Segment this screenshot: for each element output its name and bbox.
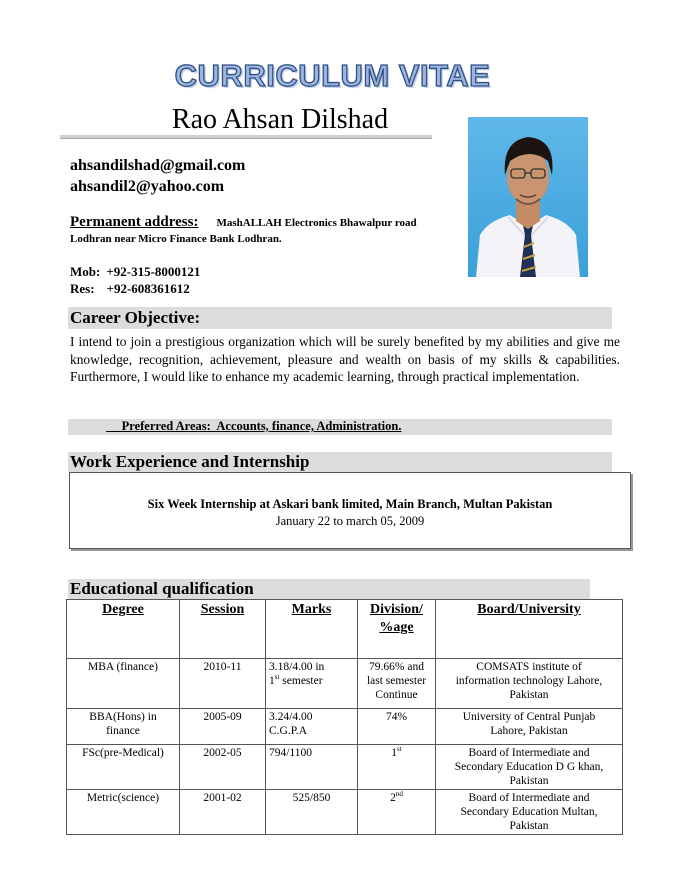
career-objective-heading: Career Objective:: [68, 307, 612, 329]
board-line-3: Pakistan: [509, 820, 549, 832]
header-division-line-2: %age: [379, 620, 414, 635]
session-cell: 2002-05: [180, 745, 266, 790]
board-line-1: University of Central Punjab: [462, 711, 596, 723]
cv-title: CURRICULUM VITAE: [174, 58, 491, 93]
education-table-header: [67, 600, 623, 659]
marks-cell: 525/850: [266, 790, 358, 835]
email-secondary: ahsandil2@yahoo.com: [70, 178, 225, 195]
marks-line-1: 3.24/4.00: [269, 711, 313, 723]
division-line-2: last semester: [366, 675, 427, 687]
header-division-line-1: Division/: [370, 602, 423, 617]
title-underline-rule: [60, 135, 432, 139]
division-cell: [358, 790, 436, 835]
marks-ordinal: 1: [269, 675, 275, 687]
email-primary: ahsandilshad@gmail.com: [70, 157, 246, 174]
candidate-name: Rao Ahsan Dilshad: [171, 104, 389, 135]
internship-title: Six Week Internship at Askari bank limited, Main Branch, Multan Pakistan: [147, 497, 553, 511]
address-line-1: [70, 214, 417, 231]
board-line-2: Lahore, Pakistan: [490, 725, 568, 737]
header-board: Board/University: [436, 600, 623, 659]
board-line-2: Secondary Education D G khan,: [454, 761, 604, 773]
board-line-1: Board of Intermediate and: [468, 747, 590, 759]
header-session: Session: [180, 600, 266, 659]
session-cell: 2001-02: [180, 790, 266, 835]
division-line-3: Continue: [375, 689, 418, 701]
header-marks: Marks: [266, 600, 358, 659]
degree-cell: Metric(science): [67, 790, 180, 835]
table-row: [67, 745, 623, 790]
res-value: +92-608361612: [106, 281, 190, 296]
mobile-value: +92-315-8000121: [106, 264, 201, 279]
division-cell: [358, 745, 436, 790]
board-cell: [436, 709, 623, 745]
degree-line-1: BBA(Hons) in: [89, 711, 157, 723]
board-cell: [436, 745, 623, 790]
marks-line-2: C.G.P.A: [269, 725, 308, 737]
board-line-3: Pakistan: [509, 775, 549, 787]
board-cell: [436, 659, 623, 709]
marks-line-1: 3.18/4.00 in: [269, 661, 325, 673]
education-heading: Educational qualification: [68, 579, 590, 599]
table-row: [67, 659, 623, 709]
division-ordinal: 2: [390, 792, 396, 804]
education-table: [66, 599, 623, 835]
table-row: [67, 790, 623, 835]
degree-cell: [67, 709, 180, 745]
marks-ordinal-suffix: st: [274, 673, 280, 682]
preferred-areas: Preferred Areas: Accounts, finance, Administration.: [106, 419, 402, 433]
board-cell: [436, 790, 623, 835]
session-cell: 2010-11: [180, 659, 266, 709]
degree-cell: MBA (finance): [67, 659, 180, 709]
division-cell: [358, 659, 436, 709]
internship-dates: January 22 to march 05, 2009: [275, 514, 425, 528]
division-ordinal: 1: [391, 747, 398, 759]
address-label: Permanent address:: [70, 214, 199, 230]
session-cell: 2005-09: [180, 709, 266, 745]
division-ordinal-suffix: nd: [395, 790, 403, 799]
board-line-1: Board of Intermediate and: [468, 792, 590, 804]
profile-photo: [468, 117, 588, 277]
portrait-illustration: [468, 117, 588, 277]
degree-line-2: finance: [106, 725, 140, 737]
marks-cell: [266, 709, 358, 745]
board-line-3: Pakistan: [509, 689, 549, 701]
header-degree: Degree: [67, 600, 180, 659]
board-line-1: COMSATS institute of: [476, 661, 582, 673]
address-text-1: MashALLAH Electronics Bhawalpur road: [216, 217, 417, 229]
header-division: [358, 600, 436, 659]
board-line-2: Secondary Education Multan,: [460, 806, 598, 818]
marks-cell: 794/1100: [266, 745, 358, 790]
table-row: [67, 709, 623, 745]
division-ordinal-suffix: st: [397, 745, 402, 754]
mobile-line: [70, 264, 200, 280]
marks-line-2: semester: [279, 675, 323, 687]
division-line-1: 79.66% and: [369, 661, 424, 673]
address-line-2: Lodhran near Micro Finance Bank Lodhran.: [70, 233, 282, 245]
work-experience-heading: Work Experience and Internship: [68, 452, 612, 472]
marks-cell: [266, 659, 358, 709]
board-line-2: information technology Lahore,: [455, 675, 603, 687]
career-objective-text: I intend to join a prestigious organization which will be surely benefited by my abilities and give me knowledge, recognition, achievement, pleasure and wealth on basis of my skills & capabilities. Furthermore, I would like to enhance my academic learning, through practical implementation.: [70, 334, 620, 384]
degree-cell: FSc(pre-Medical): [67, 745, 180, 790]
res-line: [70, 281, 190, 297]
division-cell: 74%: [358, 709, 436, 745]
res-label: Res:: [70, 281, 95, 296]
mobile-label: Mob:: [70, 264, 101, 279]
